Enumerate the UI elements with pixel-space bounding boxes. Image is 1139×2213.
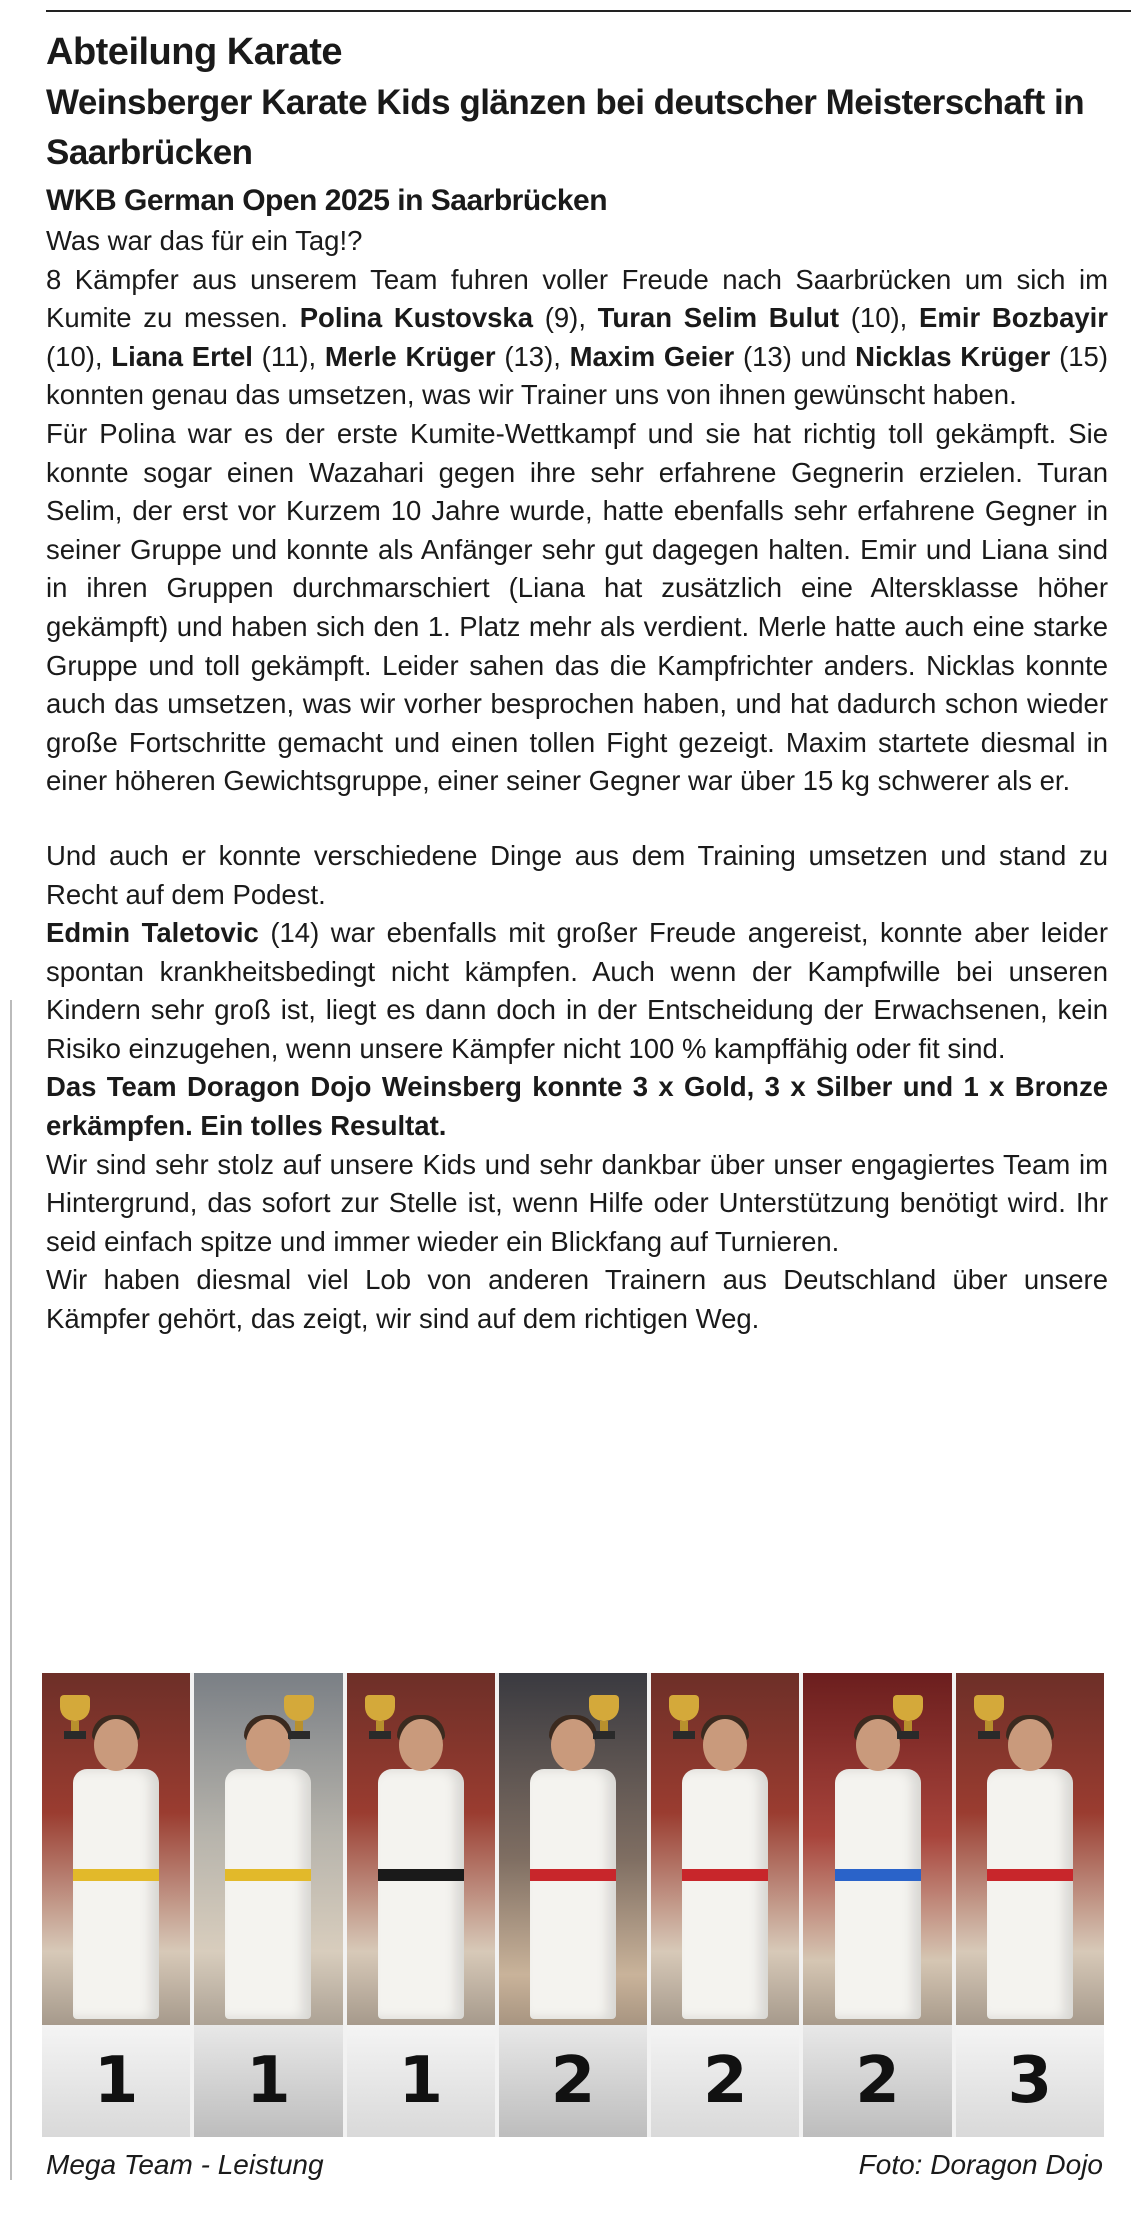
podium-place: 1 bbox=[347, 2025, 495, 2137]
athlete-name: Nicklas Krüger bbox=[855, 340, 1051, 372]
department-heading: Abteilung Karate bbox=[46, 31, 343, 73]
trophy-icon bbox=[365, 1695, 395, 1739]
subheadline: WKB German Open 2025 in Saarbrücken bbox=[46, 184, 608, 217]
paragraph-edmin: Edmin Taletovic (14) war ebenfalls mit großer Freude angereist, konnte aber leider spontan krankheitsbedingt nicht kämpfen. Auch wenn der Kampfwille bei unseren Kindern sehr groß ist, liegt es dann doch in der Entscheidung der Erwachsenen, kein Risiko einzugehen, wenn unsere Kämpfer nicht 100 % kampffähig oder fit sind. bbox=[46, 917, 1109, 1064]
podium-panel bbox=[956, 1673, 1104, 2137]
photo-credit: Foto: Doragon Dojo bbox=[858, 2149, 1103, 2180]
athlete-name: Turan Selim Bulut bbox=[597, 302, 840, 334]
karateka-figure bbox=[530, 1719, 616, 2019]
athlete-name: Emir Bozbayir bbox=[919, 302, 1109, 334]
podium-panel bbox=[803, 1673, 951, 2137]
podium-panel bbox=[42, 1673, 190, 2137]
athlete-name: Merle Krüger bbox=[324, 340, 496, 372]
podium-place: 2 bbox=[651, 2025, 799, 2137]
athlete-name: Polina Kustovska bbox=[299, 302, 533, 334]
headline: Weinsberger Karate Kids glänzen bei deutscher Meisterschaft in Saarbrücken bbox=[46, 83, 1085, 172]
intro-line: Was war das für ein Tag!? bbox=[46, 225, 363, 256]
karateka-figure bbox=[73, 1719, 159, 2019]
podium-place: 2 bbox=[499, 2025, 647, 2137]
article bbox=[46, 26, 1108, 1339]
team-podium-photo bbox=[42, 1673, 1104, 2137]
podium-panel bbox=[347, 1673, 495, 2137]
photo-caption: Mega Team - Leistung bbox=[46, 2149, 324, 2180]
paragraph-fight-reports: Für Polina war es der erste Kumite-Wettkampf und sie hat richtig toll gekämpft. Sie konnte sogar einen Wazahari gegen ihre sehr erfahrene Gegnerin erzielen. Turan Selim, der erst vor Kurzem 10 Jahre wurde, hatte ebenfalls sehr erfahrene Gegner in seiner Gruppe und konnte als Anfänger sehr gut dagegen halten. Emir und Liana sind in ihren Gruppen durchmarschiert (Liana hat zusätzlich eine Altersklasse höher gekämpft) und haben sich den 1. Platz mehr als verdient. Merle hatte auch eine starke Gruppe und toll gekämpft. Leider sahen das die Kampfrichter anders. Nicklas konnte auch das umsetzen, was wir vorher besprochen haben, und hat dadurch schon wieder große Fortschritte gemacht und einen tollen Fight gezeigt. Maxim startete diesmal in einer höheren Gewichtsgruppe, einer seiner Gegner war über 15 kg schwerer als er. bbox=[46, 417, 1108, 797]
result-statement: Das Team Doragon Dojo Weinsberg konnte 3 x Gold, 3 x Silber und 1 x Bronze erkämpfen. Ein tolles Resultat. bbox=[46, 1071, 1108, 1142]
paragraph-participants: 8 Kämpfer aus unserem Team fuhren voller Freude nach Saarbrücken um sich im Kumite zu messen. Polina Kustovska (9), Turan Selim Bulut (10), Emir Bozbayir (10), Liana Ertel (11), Merle Krüger (13), Maxim Geier (13) und Nicklas Krüger (15) konnten genau das umsetzen, was wir Trainer uns von ihnen gewünscht haben. bbox=[46, 263, 1109, 411]
paragraph-thanks: Wir sind sehr stolz auf unsere Kids und sehr dankbar über unser engagiertes Team im Hintergrund, das sofort zur Stelle ist, wenn Hilfe oder Unterstützung benötigt wird. Ihr seid einfach spitze und immer wieder ein Blickfang auf Turnieren. bbox=[46, 1148, 1108, 1257]
karateka-figure bbox=[378, 1719, 464, 2019]
podium-place: 1 bbox=[42, 2025, 190, 2137]
trophy-icon bbox=[284, 1695, 314, 1739]
podium-panel bbox=[194, 1673, 342, 2137]
trophy-icon bbox=[669, 1695, 699, 1739]
column-rule bbox=[10, 1000, 12, 2180]
trophy-icon bbox=[60, 1695, 90, 1739]
trophy-icon bbox=[893, 1695, 923, 1739]
trophy-icon bbox=[589, 1695, 619, 1739]
paragraph-maxim: Und auch er konnte verschiedene Dinge aus dem Training umsetzen und stand zu Recht auf dem Podest. bbox=[46, 839, 1108, 910]
athlete-name: Edmin Taletovic bbox=[46, 917, 259, 949]
podium-panel bbox=[499, 1673, 647, 2137]
paragraph-praise: Wir haben diesmal viel Lob von anderen Trainern aus Deutschland über unsere Kämpfer gehört, das zeigt, wir sind auf dem richtigen Weg. bbox=[46, 1264, 1108, 1335]
karateka-figure bbox=[682, 1719, 768, 2019]
karateka-figure bbox=[987, 1719, 1073, 2019]
podium-place: 2 bbox=[803, 2025, 951, 2137]
trophy-icon bbox=[974, 1695, 1004, 1739]
podium-panel bbox=[651, 1673, 799, 2137]
podium-place: 1 bbox=[194, 2025, 342, 2137]
top-rule bbox=[46, 10, 1131, 12]
karateka-figure bbox=[225, 1719, 311, 2019]
podium-place: 3 bbox=[956, 2025, 1104, 2137]
athlete-name: Liana Ertel bbox=[111, 340, 253, 372]
karateka-figure bbox=[835, 1719, 921, 2019]
athlete-name: Maxim Geier bbox=[569, 340, 735, 372]
